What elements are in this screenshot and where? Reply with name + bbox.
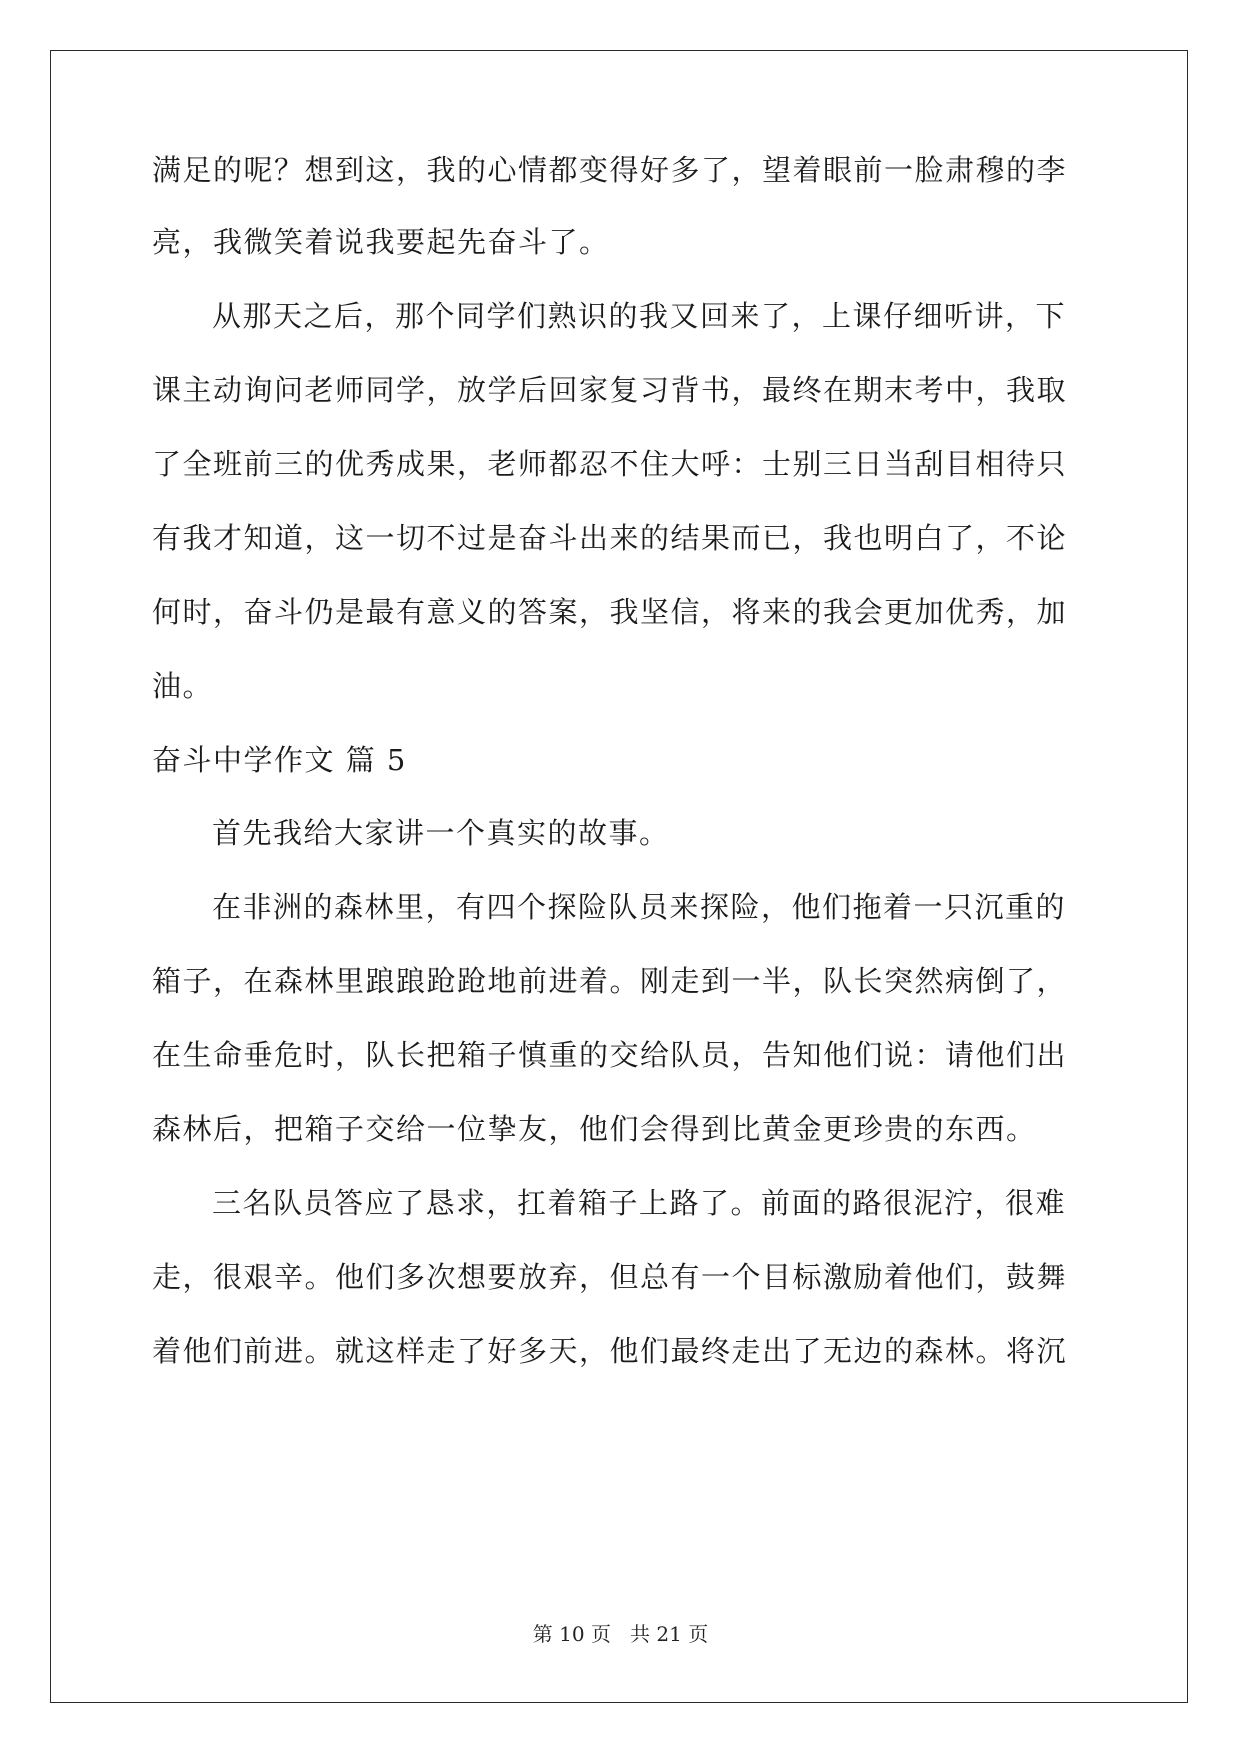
paragraph-start-line: 首先我给大家讲一个真实的故事。 [212, 816, 670, 850]
text-line: 课主动询问老师同学，放学后回家复习背书，最终在期末考中，我取 [152, 373, 1068, 407]
text-line: 亮，我微笑着说我要起先奋斗了。 [152, 225, 610, 259]
section-heading: 奋斗中学作文 篇 5 [152, 743, 407, 777]
text-line: 何时，奋斗仍是最有意义的答案，我坚信，将来的我会更加优秀，加 [152, 595, 1068, 629]
text-line: 油。 [152, 669, 214, 703]
page-footer [0, 1618, 1241, 1647]
paragraph-start-line: 三名队员答应了恳求，扛着箱子上路了。前面的路很泥泞，很难 [212, 1186, 1067, 1220]
page-number-label: 第 10 页 共 21 页 [532, 1622, 709, 1646]
text-line: 走，很艰辛。他们多次想要放弃，但总有一个目标激励着他们，鼓舞 [152, 1260, 1068, 1294]
text-line: 着他们前进。就这样走了好多天，他们最终走出了无边的森林。将沉 [152, 1334, 1068, 1368]
paragraph-start-line: 从那天之后，那个同学们熟识的我又回来了，上课仔细听讲，下 [212, 299, 1067, 333]
text-line: 箱子，在森林里踉踉跄跄地前进着。刚走到一半，队长突然病倒了， [152, 964, 1068, 998]
text-line: 有我才知道，这一切不过是奋斗出来的结果而已，我也明白了，不论 [152, 521, 1068, 555]
text-line: 满足的呢？想到这，我的心情都变得好多了，望着眼前一脸肃穆的李 [152, 153, 1068, 187]
paragraph-start-line: 在非洲的森林里，有四个探险队员来探险，他们拖着一只沉重的 [212, 890, 1067, 924]
text-line: 了全班前三的优秀成果，老师都忍不住大呼：士别三日当刮目相待只 [152, 447, 1068, 481]
text-line: 在生命垂危时，队长把箱子慎重的交给队员，告知他们说：请他们出 [152, 1038, 1068, 1072]
text-line: 森林后，把箱子交给一位挚友，他们会得到比黄金更珍贵的东西。 [152, 1112, 1037, 1146]
